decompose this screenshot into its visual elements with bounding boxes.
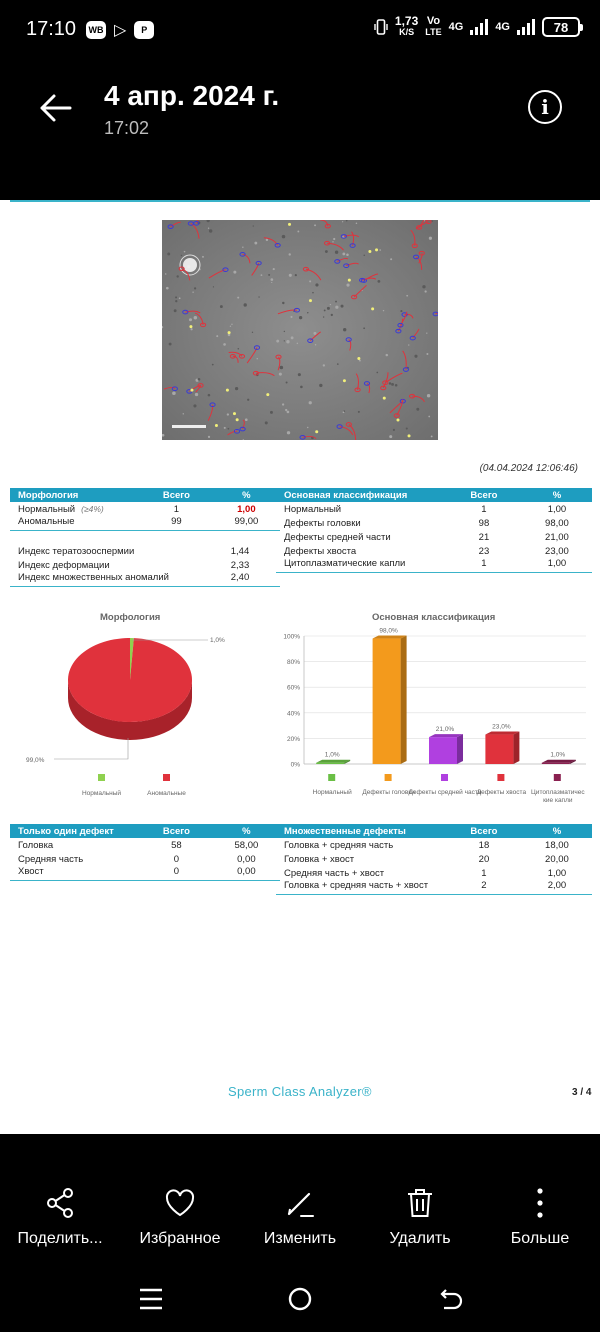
signal-icon-2 (517, 19, 535, 35)
more-icon (523, 1186, 557, 1220)
single-defect-table (10, 824, 280, 881)
morphology-table (10, 488, 280, 531)
bar-side-3 (513, 732, 519, 764)
table-row: Индекс множественных аномалий 2,40 (10, 572, 280, 586)
bar-data-label-2: 21,0% (435, 726, 455, 734)
table-row: Средняя часть + хвост 1 1,00 (284, 867, 567, 879)
back-arrow-icon[interactable] (36, 88, 76, 128)
table-header: Морфология Всего % (10, 488, 280, 502)
bar-1 (373, 639, 401, 764)
bar-legend-label-1: Дефекты головки (362, 789, 415, 796)
table-row: Головка + хвост 20 20,00 (284, 853, 569, 865)
table-row: Дефекты средней части 21 21,00 (284, 531, 569, 543)
bar-legend-label-0: Нормальный (312, 789, 352, 796)
network-speed: 1,73 K/S (394, 14, 419, 37)
bar-top-4 (542, 760, 576, 763)
favorite-button[interactable] (120, 1170, 240, 1260)
bar-side-2 (457, 734, 463, 764)
delete-button[interactable] (360, 1170, 480, 1260)
viewer-header (0, 62, 600, 200)
photo-date-title: 4 апр. 2024 г. (104, 80, 280, 111)
system-nav-bar (0, 1270, 600, 1332)
bar-data-label-1: 98,0% (379, 628, 398, 635)
table-row: Хвост 0 0,00 (10, 866, 280, 880)
bar-legend-swatch-4 (554, 774, 561, 781)
trash-icon (403, 1186, 437, 1220)
morphology-pie-chart (10, 628, 260, 808)
edit-label: Изменить (263, 1230, 337, 1247)
table-row: Нормальный (≥4%) 1 1,00 (18, 503, 256, 515)
bar-top-1 (373, 636, 407, 639)
pie-label-abnormal: 99,0% (26, 757, 45, 764)
pie-legend-swatch-1 (163, 774, 170, 781)
pie-slice-1 (68, 638, 192, 722)
bar-legend-swatch-0 (328, 774, 335, 781)
bar-y-tick: 20% (286, 735, 300, 743)
brand-name: Sperm Class Analyzer® (228, 1084, 372, 1099)
table-row: Цитоплазматические капли 1 1,00 (276, 558, 592, 572)
bar-data-label-4: 1,0% (550, 751, 566, 759)
bar-2 (429, 737, 457, 764)
share-button[interactable] (0, 1170, 120, 1260)
back-nav-icon[interactable] (436, 1284, 466, 1314)
table-row: Средняя часть 0 0,00 (18, 853, 256, 865)
bar-0 (316, 763, 344, 764)
table-row: Дефекты хвоста 23 23,00 (284, 545, 569, 557)
network-type-1: 4G (448, 20, 464, 33)
edit-icon (283, 1186, 317, 1220)
bar-y-tick: 80% (286, 659, 300, 667)
share-label: Поделить... (17, 1230, 103, 1247)
battery-icon: 78 (542, 17, 580, 37)
table-row: Дефекты головки 98 98,00 (284, 517, 569, 529)
microscope-image (162, 220, 438, 440)
parking-app-icon: P (134, 21, 154, 39)
bar-legend-label-3: Дефекты хвоста (476, 789, 527, 796)
table-row: Индекс деформации 2,33 (18, 559, 250, 571)
bar-3 (485, 735, 513, 764)
table-row: Головка 58 58,00 (18, 839, 259, 851)
home-circle-icon[interactable] (285, 1284, 315, 1314)
info-icon[interactable]: i (528, 90, 562, 124)
pie-leader-abnormal (54, 738, 128, 759)
bar-y-tick: 40% (286, 710, 300, 718)
share-icon (43, 1186, 77, 1220)
bar-4 (542, 763, 570, 764)
report-page-image[interactable] (0, 200, 600, 1134)
table-row: Аномальные 99 99,00 (10, 516, 280, 530)
pie-legend-label-0: Нормальный (81, 790, 122, 797)
pie-legend-swatch-0 (98, 774, 105, 781)
pie-legend-label-1: Аномальные (147, 790, 186, 797)
bar-legend-label-4: кие капли (543, 797, 573, 804)
table-header: Множественные дефекты Всего % (276, 824, 592, 838)
table-header: Только один дефект Всего % (10, 824, 280, 838)
multiple-defects-table (276, 824, 592, 895)
more-button[interactable] (480, 1170, 600, 1260)
page-top-rule (10, 200, 590, 202)
page-number: 3 / 4 (572, 1087, 592, 1098)
bar-data-label-0: 1,0% (324, 751, 340, 759)
wb-app-icon: WB (86, 21, 106, 39)
bar-top-2 (429, 734, 463, 737)
bar-legend-label-4: Цитоплазматичес (531, 789, 585, 796)
volte-icon: Vo LTE (425, 15, 442, 37)
bar-legend-swatch-3 (497, 774, 504, 781)
network-type-2: 4G (495, 20, 510, 33)
status-time: 17:10 (26, 18, 77, 40)
delete-label: Удалить (389, 1230, 451, 1247)
table-row: Головка + средняя часть 18 18,00 (284, 839, 569, 851)
edit-button[interactable] (240, 1170, 360, 1260)
indices-table (10, 544, 280, 587)
bar-legend-label-2: Дефекты средней части (408, 789, 482, 796)
vibrate-icon (374, 18, 388, 36)
classification-bar-chart (276, 628, 596, 812)
heart-icon (163, 1186, 197, 1220)
table-header: Основная классификация Всего % (276, 488, 592, 502)
bar-y-tick: 0% (290, 761, 300, 769)
bar-y-tick: 100% (283, 633, 300, 641)
bar-legend-swatch-2 (441, 774, 448, 781)
recents-menu-icon[interactable] (136, 1284, 166, 1314)
report-timestamp: (04.04.2024 12:06:46) (479, 463, 578, 474)
table-row: Нормальный 1 1,00 (284, 503, 567, 515)
system-indicators (374, 16, 580, 38)
table-row: Индекс тератозооспермии 1,44 (18, 545, 250, 557)
play-store-icon: ▷ (114, 22, 127, 39)
bar-side-1 (401, 636, 407, 764)
more-label: Больше (510, 1230, 570, 1247)
bar-legend-swatch-1 (385, 774, 392, 781)
action-bar (0, 1170, 600, 1260)
pie-chart-title: Морфология (100, 612, 161, 623)
signal-icon (470, 19, 488, 35)
main-classification-table (276, 488, 592, 573)
bar-chart-title: Основная классификация (372, 612, 496, 623)
pie-label-normal: 1,0% (210, 637, 225, 644)
photo-time: 17:02 (104, 118, 150, 138)
status-bar (0, 0, 600, 62)
notification-icons (86, 20, 154, 40)
bar-y-tick: 60% (286, 684, 300, 692)
favorite-label: Избранное (139, 1230, 221, 1247)
bar-data-label-3: 23,0% (492, 723, 511, 731)
table-row: Головка + средняя часть + хвост 2 2,00 (276, 880, 592, 894)
bar-top-0 (316, 760, 350, 763)
